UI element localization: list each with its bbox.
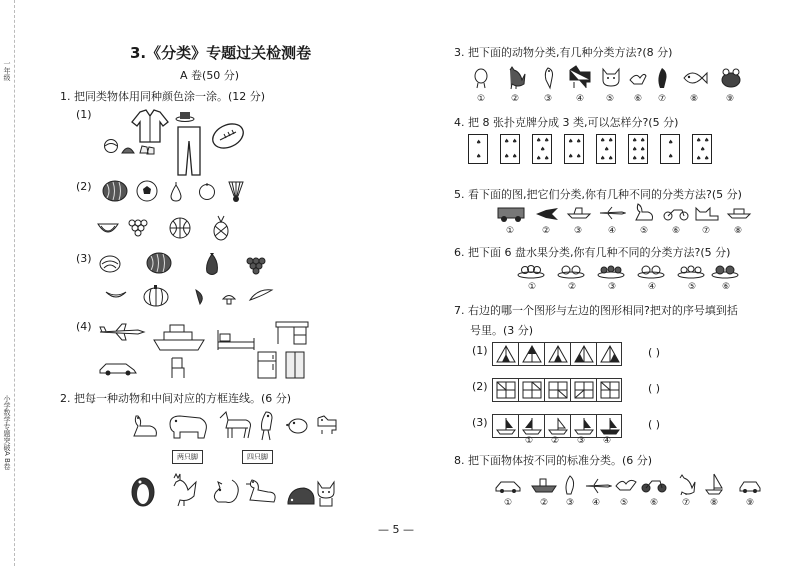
q3-num-3: ③ bbox=[544, 94, 553, 104]
page-title: 3.《分类》专题过关检测卷 bbox=[130, 44, 312, 62]
q8-num-8: ⑧ bbox=[710, 498, 719, 508]
ball-small-icon bbox=[103, 138, 119, 154]
q6-num-3: ③ bbox=[608, 282, 617, 292]
football-icon bbox=[210, 122, 246, 150]
playing-card: ♠ ♠ bbox=[468, 134, 488, 164]
frog-icon bbox=[720, 66, 742, 90]
parrot-icon bbox=[540, 66, 558, 90]
q7-option-cell bbox=[519, 415, 545, 437]
fruit-plate-icon bbox=[636, 262, 666, 280]
question-4: 4. 把 8 张扑克牌分成 3 类,可以怎样分?(5 分) bbox=[454, 116, 679, 129]
q7-option-cell bbox=[571, 379, 597, 401]
watermelon-icon bbox=[102, 180, 128, 202]
q6-num-1: ① bbox=[528, 282, 537, 292]
jacket-icon bbox=[130, 108, 170, 144]
pumpkin-icon bbox=[142, 284, 170, 308]
q7-part-2-label: (2) bbox=[472, 380, 488, 393]
question-1: 1. 把同类物体用同种颜色涂一涂。(12 分) bbox=[60, 90, 266, 103]
q5-num-8: ⑧ bbox=[734, 226, 743, 236]
pear-icon bbox=[168, 182, 184, 202]
chick-standing-icon bbox=[472, 66, 490, 90]
q7-cell-num-1: ① bbox=[525, 436, 534, 446]
q7-cell-num-3: ③ bbox=[577, 436, 586, 446]
q6-num-4: ④ bbox=[648, 282, 657, 292]
fruit-plate-icon bbox=[596, 262, 626, 280]
q3-num-8: ⑧ bbox=[690, 94, 699, 104]
motorcycle-icon-2 bbox=[640, 478, 668, 494]
q7-cell-num-2: ② bbox=[551, 436, 560, 446]
plane-icon bbox=[598, 206, 626, 220]
q6-num-6: ⑥ bbox=[722, 282, 731, 292]
airplane-icon-2 bbox=[584, 478, 612, 494]
question-5: 5. 看下面的图,把它们分类,你有几种不同的分类方法?(5 分) bbox=[454, 188, 742, 201]
q7-answer-1[interactable]: ( ) bbox=[648, 346, 661, 359]
q8-num-9: ⑨ bbox=[746, 498, 755, 508]
question-7-line-2: 号里。(3 分) bbox=[470, 324, 534, 337]
q6-num-5: ⑤ bbox=[688, 282, 697, 292]
q7-reference-cell bbox=[493, 415, 519, 437]
airplane-icon bbox=[98, 322, 146, 342]
swallow-icon bbox=[534, 206, 560, 222]
question-8: 8. 把下面物体按不同的标准分类。(6 分) bbox=[454, 454, 653, 467]
shoes-icon bbox=[138, 143, 156, 157]
hippo-icon bbox=[166, 412, 210, 440]
q3-num-2: ② bbox=[511, 94, 520, 104]
q7-option-cell bbox=[597, 343, 623, 365]
q3-num-9: ⑨ bbox=[726, 94, 735, 104]
q7-option-cell bbox=[545, 415, 571, 437]
squirrel-icon bbox=[208, 476, 242, 508]
q7-option-cell bbox=[597, 415, 623, 437]
chair-icon bbox=[168, 356, 186, 380]
grapes-icon bbox=[124, 216, 148, 242]
cabinet-icon bbox=[284, 350, 306, 380]
q7-reference-cell bbox=[493, 343, 519, 365]
bird-standing-icon bbox=[256, 408, 280, 442]
bird-icon-3 bbox=[614, 476, 638, 494]
cat-icon bbox=[314, 478, 338, 508]
chili-icon bbox=[192, 288, 208, 306]
q8-num-7: ⑦ bbox=[682, 498, 691, 508]
q7-option-cell bbox=[519, 343, 545, 365]
cabbage-icon bbox=[98, 254, 122, 274]
goose-icon bbox=[130, 412, 160, 440]
q5-num-3: ③ bbox=[574, 226, 583, 236]
cat-icon-2 bbox=[600, 66, 622, 88]
cucumber-icon bbox=[248, 286, 274, 304]
black-dog-icon bbox=[568, 64, 592, 90]
basketball-icon bbox=[168, 216, 192, 240]
q7-option-cell bbox=[545, 379, 571, 401]
side-grade-label: 一年级 bbox=[3, 60, 11, 81]
mushroom-icon bbox=[222, 292, 236, 306]
q7-answer-3[interactable]: ( ) bbox=[648, 418, 661, 431]
goose-icon-2 bbox=[632, 202, 656, 224]
page-subtitle: A 卷(50 分) bbox=[180, 69, 240, 82]
q7-shape-row-2 bbox=[492, 378, 622, 402]
playing-card: ♠ ♠ ♠ ♠ bbox=[564, 134, 584, 164]
eggplant-icon bbox=[202, 250, 222, 278]
q7-part-1-label: (1) bbox=[472, 344, 488, 357]
q7-option-cell bbox=[597, 379, 623, 401]
fruit-plate-icon bbox=[676, 262, 706, 280]
playing-card: ♠ ♠ ♠ ♠ ♠ bbox=[596, 134, 616, 164]
q8-num-5: ⑤ bbox=[620, 498, 629, 508]
q6-num-2: ② bbox=[568, 282, 577, 292]
fruit-plate-icon bbox=[710, 262, 740, 280]
car-icon-2 bbox=[494, 478, 522, 494]
motorcycle-icon bbox=[662, 206, 690, 222]
fruit-plate-icon bbox=[516, 262, 546, 280]
q8-num-6: ⑥ bbox=[650, 498, 659, 508]
trousers-icon bbox=[176, 125, 202, 177]
q5-num-2: ② bbox=[542, 226, 551, 236]
refrigerator-icon bbox=[256, 350, 278, 380]
fish-icon bbox=[680, 68, 708, 88]
rooster-icon-3 bbox=[676, 474, 696, 496]
playing-card: ♠ ♠ ♠ ♠ ♠ bbox=[532, 134, 552, 164]
box-four-legs: 四只脚 bbox=[242, 450, 273, 464]
question-6: 6. 把下面 6 盘水果分类,你有几种不同的分类方法?(5 分) bbox=[454, 246, 731, 259]
q3-num-6: ⑥ bbox=[634, 94, 643, 104]
horse-icon bbox=[214, 410, 254, 440]
fruit-plate-icon bbox=[556, 262, 586, 280]
question-7-line-1: 7. 右边的哪一个图形与左边的图形相同?把对的序号填到括 bbox=[454, 304, 738, 317]
q3-num-5: ⑤ bbox=[606, 94, 615, 104]
playing-card: ♠ ♠ bbox=[660, 134, 680, 164]
q7-answer-2[interactable]: ( ) bbox=[648, 382, 661, 395]
rooster-icon-2 bbox=[506, 66, 526, 90]
bird-flying-icon bbox=[628, 70, 648, 88]
q7-option-cell bbox=[519, 379, 545, 401]
q7-option-cell bbox=[571, 415, 597, 437]
q5-num-7: ⑦ bbox=[702, 226, 711, 236]
q5-num-5: ⑤ bbox=[640, 226, 649, 236]
q3-num-1: ① bbox=[477, 94, 486, 104]
bird-icon-2 bbox=[562, 474, 578, 496]
q7-shape-row-1 bbox=[492, 342, 622, 366]
q7-part-3-label: (3) bbox=[472, 416, 488, 429]
q8-num-2: ② bbox=[540, 498, 549, 508]
sailboat-icon bbox=[704, 472, 724, 496]
black-bird-icon bbox=[654, 66, 670, 90]
q5-num-4: ④ bbox=[608, 226, 617, 236]
cat-icon-3 bbox=[694, 204, 720, 222]
question-2: 2. 把每一种动物和中间对应的方框连线。(6 分) bbox=[60, 392, 292, 405]
q1-part-4-label: (4) bbox=[76, 320, 92, 333]
pineapple-icon bbox=[212, 214, 230, 242]
q8-num-4: ④ bbox=[592, 498, 601, 508]
orange-icon bbox=[198, 182, 216, 200]
car-icon bbox=[98, 360, 138, 376]
dog-icon bbox=[314, 412, 340, 436]
page-number: — 5 — bbox=[378, 523, 414, 536]
chick-icon bbox=[286, 414, 310, 436]
playing-card: ♠ ♠ ♠ ♠ bbox=[500, 134, 520, 164]
q8-num-1: ① bbox=[504, 498, 513, 508]
binding-line bbox=[14, 0, 15, 566]
q7-option-cell bbox=[545, 343, 571, 365]
q3-num-4: ④ bbox=[576, 94, 585, 104]
q3-num-7: ⑦ bbox=[658, 94, 667, 104]
q7-reference-cell bbox=[493, 379, 519, 401]
q5-num-1: ① bbox=[506, 226, 515, 236]
q7-cell-num-4: ④ bbox=[603, 436, 612, 446]
car-icon-3 bbox=[738, 478, 762, 494]
desk-icon bbox=[274, 320, 310, 346]
q5-num-6: ⑥ bbox=[672, 226, 681, 236]
duck-icon bbox=[246, 476, 280, 508]
q7-shape-row-3 bbox=[492, 414, 622, 438]
hat-icon bbox=[175, 110, 195, 122]
bed-icon bbox=[216, 324, 256, 352]
ship-icon-2 bbox=[726, 206, 752, 220]
playing-card: ♠ ♠ ♠ ♠ ♠ bbox=[692, 134, 712, 164]
ship-icon bbox=[152, 322, 206, 352]
steamship-icon bbox=[530, 476, 558, 494]
grapes-icon-2 bbox=[242, 254, 266, 278]
q7-option-cell bbox=[571, 343, 597, 365]
question-3: 3. 把下面的动物分类,有几种分类方法?(8 分) bbox=[454, 46, 673, 59]
shuttlecock-icon bbox=[226, 180, 246, 204]
hedgehog-icon bbox=[284, 486, 316, 508]
penguin-icon bbox=[128, 472, 158, 508]
box-two-legs: 两只脚 bbox=[172, 450, 203, 464]
q1-part-1-label: (1) bbox=[76, 108, 92, 121]
q8-num-3: ③ bbox=[566, 498, 575, 508]
melon-slice-icon bbox=[96, 220, 120, 238]
banana-icon bbox=[104, 288, 128, 302]
fire-truck-icon bbox=[496, 204, 526, 224]
rooster-icon bbox=[166, 472, 200, 508]
soccer-ball-icon bbox=[136, 180, 158, 202]
boat-icon bbox=[566, 206, 592, 220]
side-book-label: 小学数学专题突破A B卷 bbox=[3, 395, 11, 470]
watermelon-icon-2 bbox=[146, 252, 172, 274]
cap-icon bbox=[120, 143, 136, 157]
q1-part-3-label: (3) bbox=[76, 252, 92, 265]
q1-part-2-label: (2) bbox=[76, 180, 92, 193]
playing-card: ♠ ♠ ♠ ♠ ♠ ♠ bbox=[628, 134, 648, 164]
